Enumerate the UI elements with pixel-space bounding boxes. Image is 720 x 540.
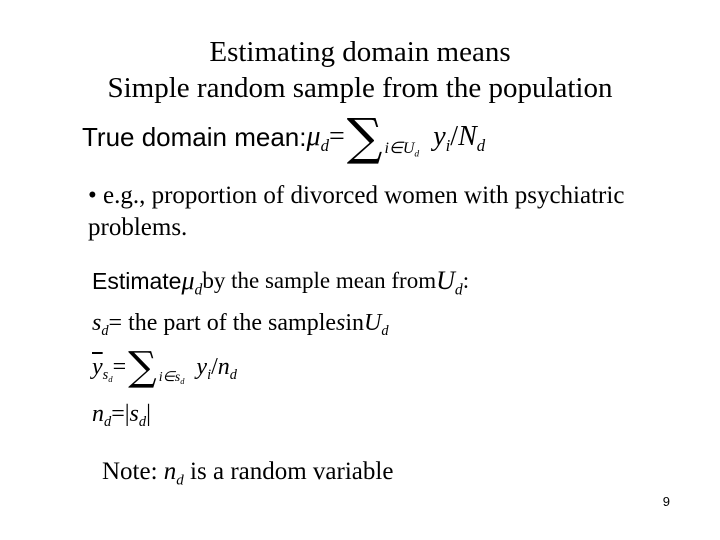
example-bullet	[88, 180, 648, 244]
nd-definition-line	[92, 396, 151, 432]
summation-index: $i\in U_d$	[384, 140, 420, 160]
y-i: $y_i$	[433, 121, 451, 155]
ybar-division: /	[211, 353, 218, 380]
ybar-summation-index: $i\in s_d$	[158, 370, 185, 386]
ybar-n-d: $n_d$	[217, 353, 237, 383]
bullet-marker: •	[88, 182, 97, 209]
note-prefix: Note:	[102, 458, 164, 485]
sample-mean-equation	[92, 342, 237, 392]
nd-closing-bar: |	[146, 400, 151, 427]
estimate-line	[92, 263, 469, 299]
title-line-1: Estimating domain means	[209, 36, 511, 68]
ybar-equals: =	[112, 353, 127, 380]
page-number: 9	[662, 494, 670, 509]
ybar-y-i: $y_i$	[196, 353, 212, 383]
summation-symbol: ∑	[346, 108, 383, 166]
title-line-2: Simple random sample from the population	[107, 72, 613, 104]
mu-symbol: $\mu_d$	[306, 121, 329, 155]
slide-title	[0, 34, 720, 106]
estimate-mu: $\mu_d$	[181, 266, 203, 299]
note-line	[102, 456, 393, 488]
ybar-summation-symbol: ∑	[128, 344, 157, 390]
note-n-d: $n_d$	[163, 458, 184, 489]
true-domain-mean-equation	[82, 108, 486, 166]
equals-sign: =	[328, 121, 345, 152]
estimate-U-d: $U_d$	[436, 266, 463, 299]
s-d: $s_d$	[92, 309, 109, 339]
s-symbol: s	[336, 309, 346, 336]
sd-definition-line	[92, 305, 389, 341]
estimate-colon: :	[462, 268, 470, 293]
nd-n-d: $n_d$	[92, 400, 112, 430]
nd-s-d: $s_d$	[129, 400, 147, 430]
nd-equals-bar: =|	[111, 400, 130, 427]
N-d: $N_d$	[458, 121, 486, 155]
true-mean-label: True domain mean	[82, 121, 300, 152]
sd-in: in	[345, 309, 365, 336]
note-suffix: is a random variable	[190, 458, 394, 485]
estimate-middle-text: by the sample mean from	[202, 268, 437, 293]
ybar-s-d: $\overline{y}_{s_d}$	[92, 353, 113, 384]
bullet-text: e.g., proportion of divorced women with psychiatric problems.	[88, 182, 625, 241]
estimate-word: Estimate	[92, 267, 182, 294]
sd-U-d: $U_d$	[364, 309, 389, 339]
sd-text: = the part of the sample	[108, 309, 337, 336]
division-slash: /	[450, 121, 459, 152]
true-mean-colon: :	[299, 121, 307, 152]
